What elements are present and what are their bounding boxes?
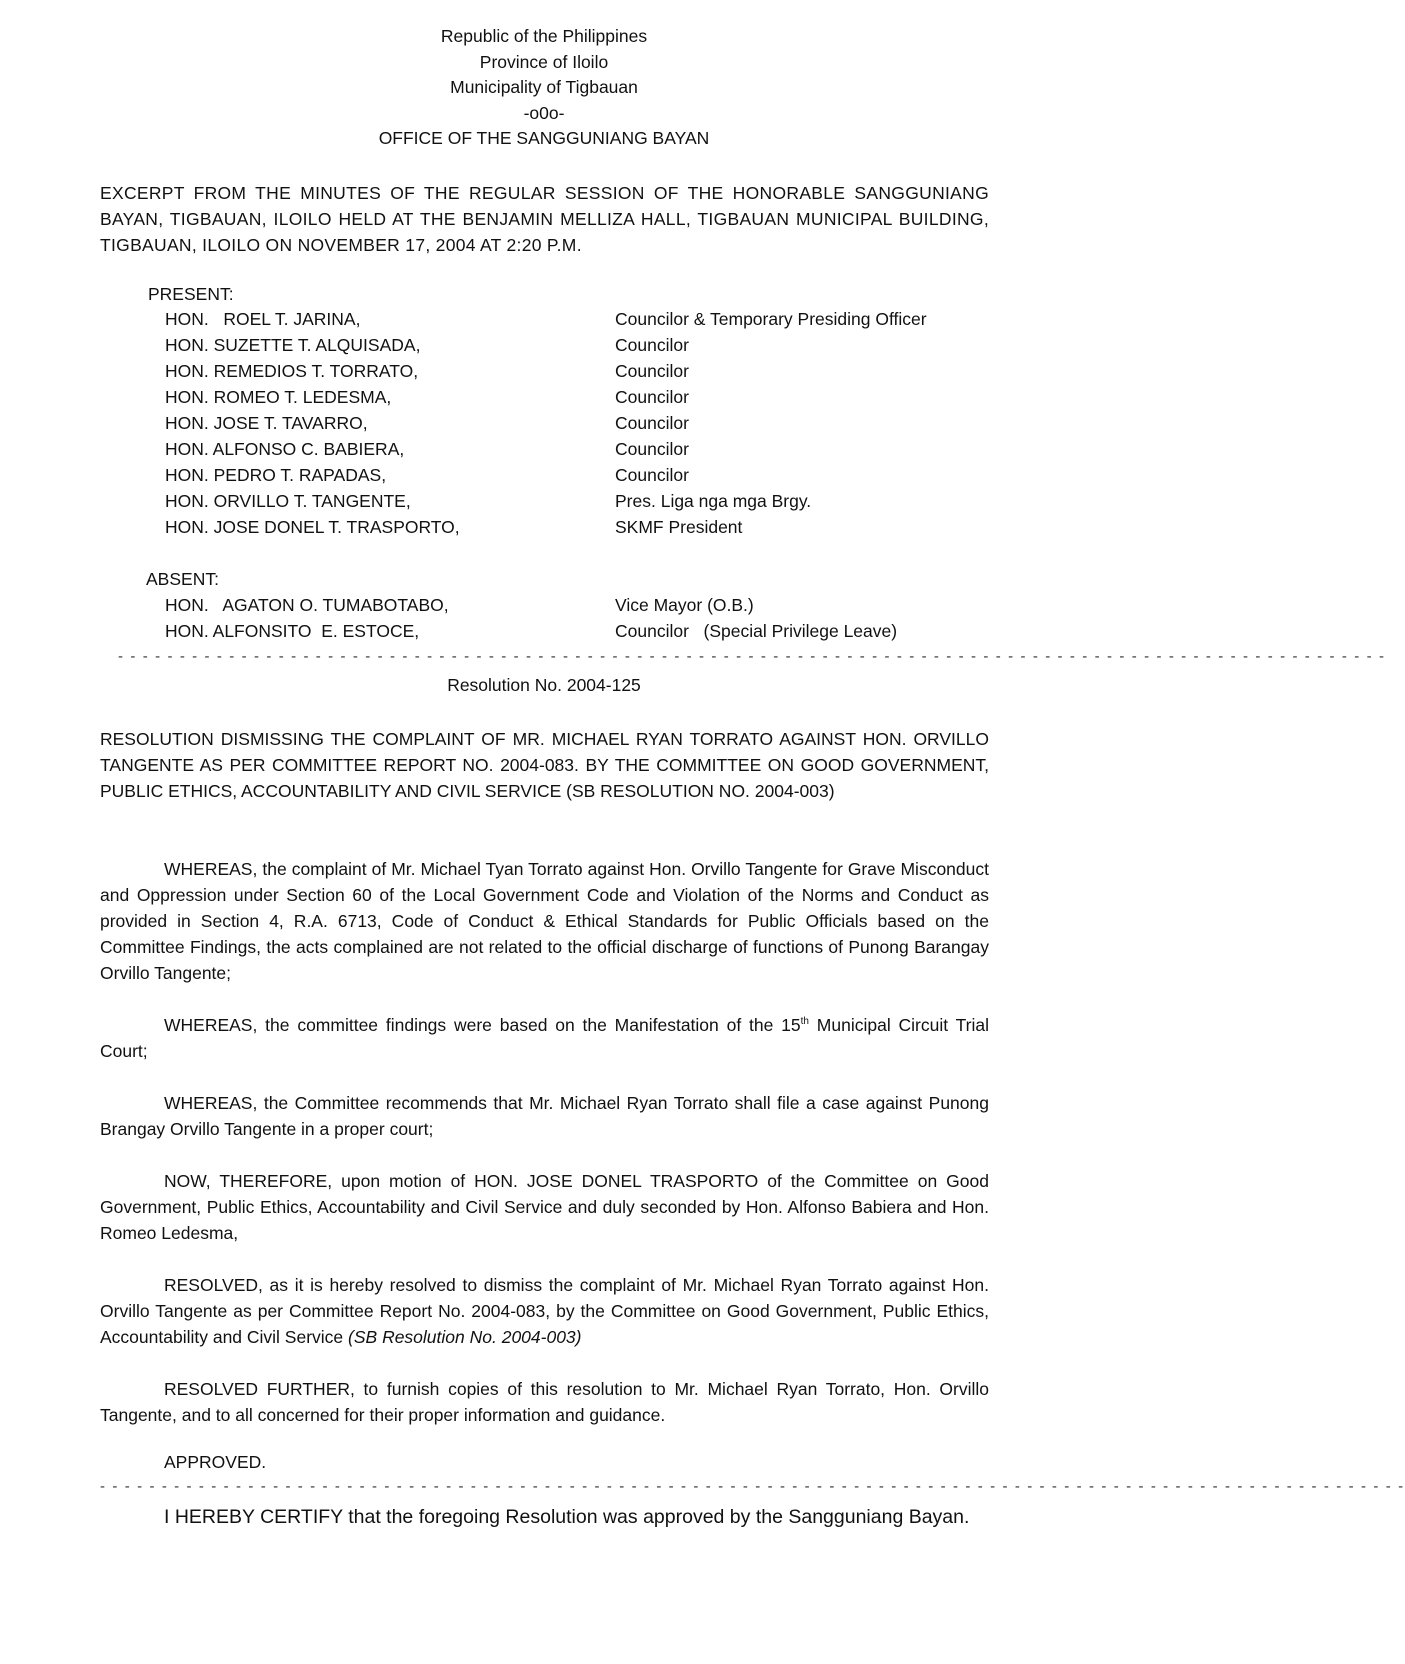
absentee-role: Vice Mayor (O.B.) [615,595,754,615]
whereas-paragraph-1: WHEREAS, the complaint of Mr. Michael Tyan Torrato against Hon. Orvillo Tangente for Grave Misconduct and Oppression under Section 60 of the Local Government Code and Violation of the Norms and Conduct as provided in Section 4, R.A. 6713, Code of Conduct & Ethical Standards for Public Officials based on the Committee Findings, the acts complained are not related to the official discharge of functions of Punong Barangay Orvillo Tangente; [100,859,989,983]
attendee-role: Pres. Liga nga mga Brgy. [615,491,812,511]
attendee-name: HON. ORVILLO T. TANGENTE, [165,491,411,511]
resolution-title: RESOLUTION DISMISSING THE COMPLAINT OF MR. MICHAEL RYAN TORRATO AGAINST HON. ORVILLO TANGENTE AS PER COMMITTEE REPORT NO. 2004-083. BY THE COMMITTEE ON GOOD GOVERNMENT, PUBLIC ETHICS, ACCOUNTABILITY AND CIVIL SERVICE (SB RESOLUTION NO. 2004-003) [100,729,989,801]
absentee-row [165,621,1005,647]
whereas2-text: WHEREAS, the committee findings were based on the Manifestation of the 15 [164,1015,801,1035]
attendee-name: HON. ALFONSO C. BABIERA, [165,439,405,459]
attendee-row [165,335,1005,361]
whereas-paragraph-3: WHEREAS, the Committee recommends that Mr. Michael Ryan Torrato shall file a case against Punong Brangay Orvillo Tangente in a proper court; [100,1093,989,1139]
header-separator: -o0o- [523,102,565,123]
attendee-name: HON. JOSE T. TAVARRO, [165,413,368,433]
attendee-role: Councilor [615,387,689,407]
attendee-row [165,517,1005,543]
dashed-divider: - - - - - - - - - - - - - - - - - - - - - - - - - - - - - - - - - - - - - - - - - - - - - - - - - - - - - - - - - - - - - - - - - - - - - - - - - - - - - - - - - - - - - - - - - - - - - - - - - - - - - - - [118,648,1386,665]
attendee-name: HON. SUZETTE T. ALQUISADA, [165,335,421,355]
header-municipality: Municipality of Tigbauan [450,77,638,97]
attendee-name: HON. ROMEO T. LEDESMA, [165,387,392,407]
absentee-name: HON. AGATON O. TUMABOTABO, [165,595,449,615]
resolved-paragraph [100,1272,989,1350]
attendee-role: Councilor & Temporary Presiding Officer [615,309,927,329]
excerpt-paragraph: EXCERPT FROM THE MINUTES OF THE REGULAR SESSION OF THE HONORABLE SANGGUNIANG BAYAN, TIGBAUAN, ILOILO HELD AT THE BENJAMIN MELLIZA HALL, TIGBAUAN MUNICIPAL BUILDING, TIGBAUAN, ILOILO ON NOVEMBER 17, 2004 AT 2:20 P.M. [100,183,989,255]
resolved-further-paragraph: RESOLVED FURTHER, to furnish copies of this resolution to Mr. Michael Ryan Torrato, Hon. Orvillo Tangente, and to all concerned for their proper information and guidance. [100,1379,989,1425]
certification-paragraph: I HEREBY CERTIFY that the foregoing Resolution was approved by the Sangguniang Bayan. [164,1506,970,1528]
header-province: Province of Iloilo [479,51,609,72]
header-office: OFFICE OF THE SANGGUNIANG BAYAN [378,128,710,148]
now-therefore-paragraph: NOW, THEREFORE, upon motion of HON. JOSE DONEL TRASPORTO of the Committee on Good Government, Public Ethics, Accountability and Civil Service and duly seconded by Hon. Alfonso Babiera and Hon. Romeo Ledesma, [100,1171,989,1243]
attendee-name: HON. REMEDIOS T. TORRATO, [165,361,419,381]
attendee-name: HON. ROEL T. JARINA, [165,309,361,329]
whereas2-text-end: Municipal Circuit Trial Court; [100,1015,989,1061]
attendee-name: HON. PEDRO T. RAPADAS, [165,465,387,485]
attendee-role: Councilor [615,439,689,459]
present-label: PRESENT: [148,284,234,304]
whereas-paragraph-2 [100,1012,989,1064]
absentee-name: HON. ALFONSITO E. ESTOCE, [165,621,420,641]
attendee-role: Councilor [615,465,689,485]
resolved-italic-reference: (SB Resolution No. 2004-003) [348,1327,582,1347]
attendee-row [165,361,1005,387]
attendee-row [165,309,1005,335]
absent-label: ABSENT: [146,569,219,589]
attendee-role: Councilor [615,335,689,355]
attendee-name: HON. JOSE DONEL T. TRASPORTO, [165,517,460,537]
attendee-row [165,413,1005,439]
attendee-role: Councilor [615,413,689,433]
resolution-number: Resolution No. 2004-125 [447,675,641,695]
attendee-role: SKMF President [615,517,743,537]
resolved-text: RESOLVED, as it is hereby resolved to dismiss the complaint of Mr. Michael Ryan Torrato against Hon. Orvillo Tangente as per Committee Report No. 2004-083, by the Committee on Good Government, Public Ethics, Accountability and Civil Service [100,1275,989,1347]
absentee-row [165,595,1005,621]
ordinal-suffix: th [800,1016,809,1027]
absentee-role: Councilor (Special Privilege Leave) [615,621,898,641]
document-header [0,24,1088,152]
approved-label: APPROVED. [164,1452,267,1472]
attendee-row [165,465,1005,491]
attendee-row [165,387,1005,413]
attendee-row [165,439,1005,465]
attendee-row [165,491,1005,517]
header-republic: Republic of the Philippines [440,26,648,46]
attendee-role: Councilor [615,361,689,381]
dashed-divider: - - - - - - - - - - - - - - - - - - - - - - - - - - - - - - - - - - - - - - - - - - - - - - - - - - - - - - - - - - - - - - - - - - - - - - - - - - - - - - - - - - - - - - - - - - - - - - - - - - - - - - - - - - [100,1478,1405,1495]
